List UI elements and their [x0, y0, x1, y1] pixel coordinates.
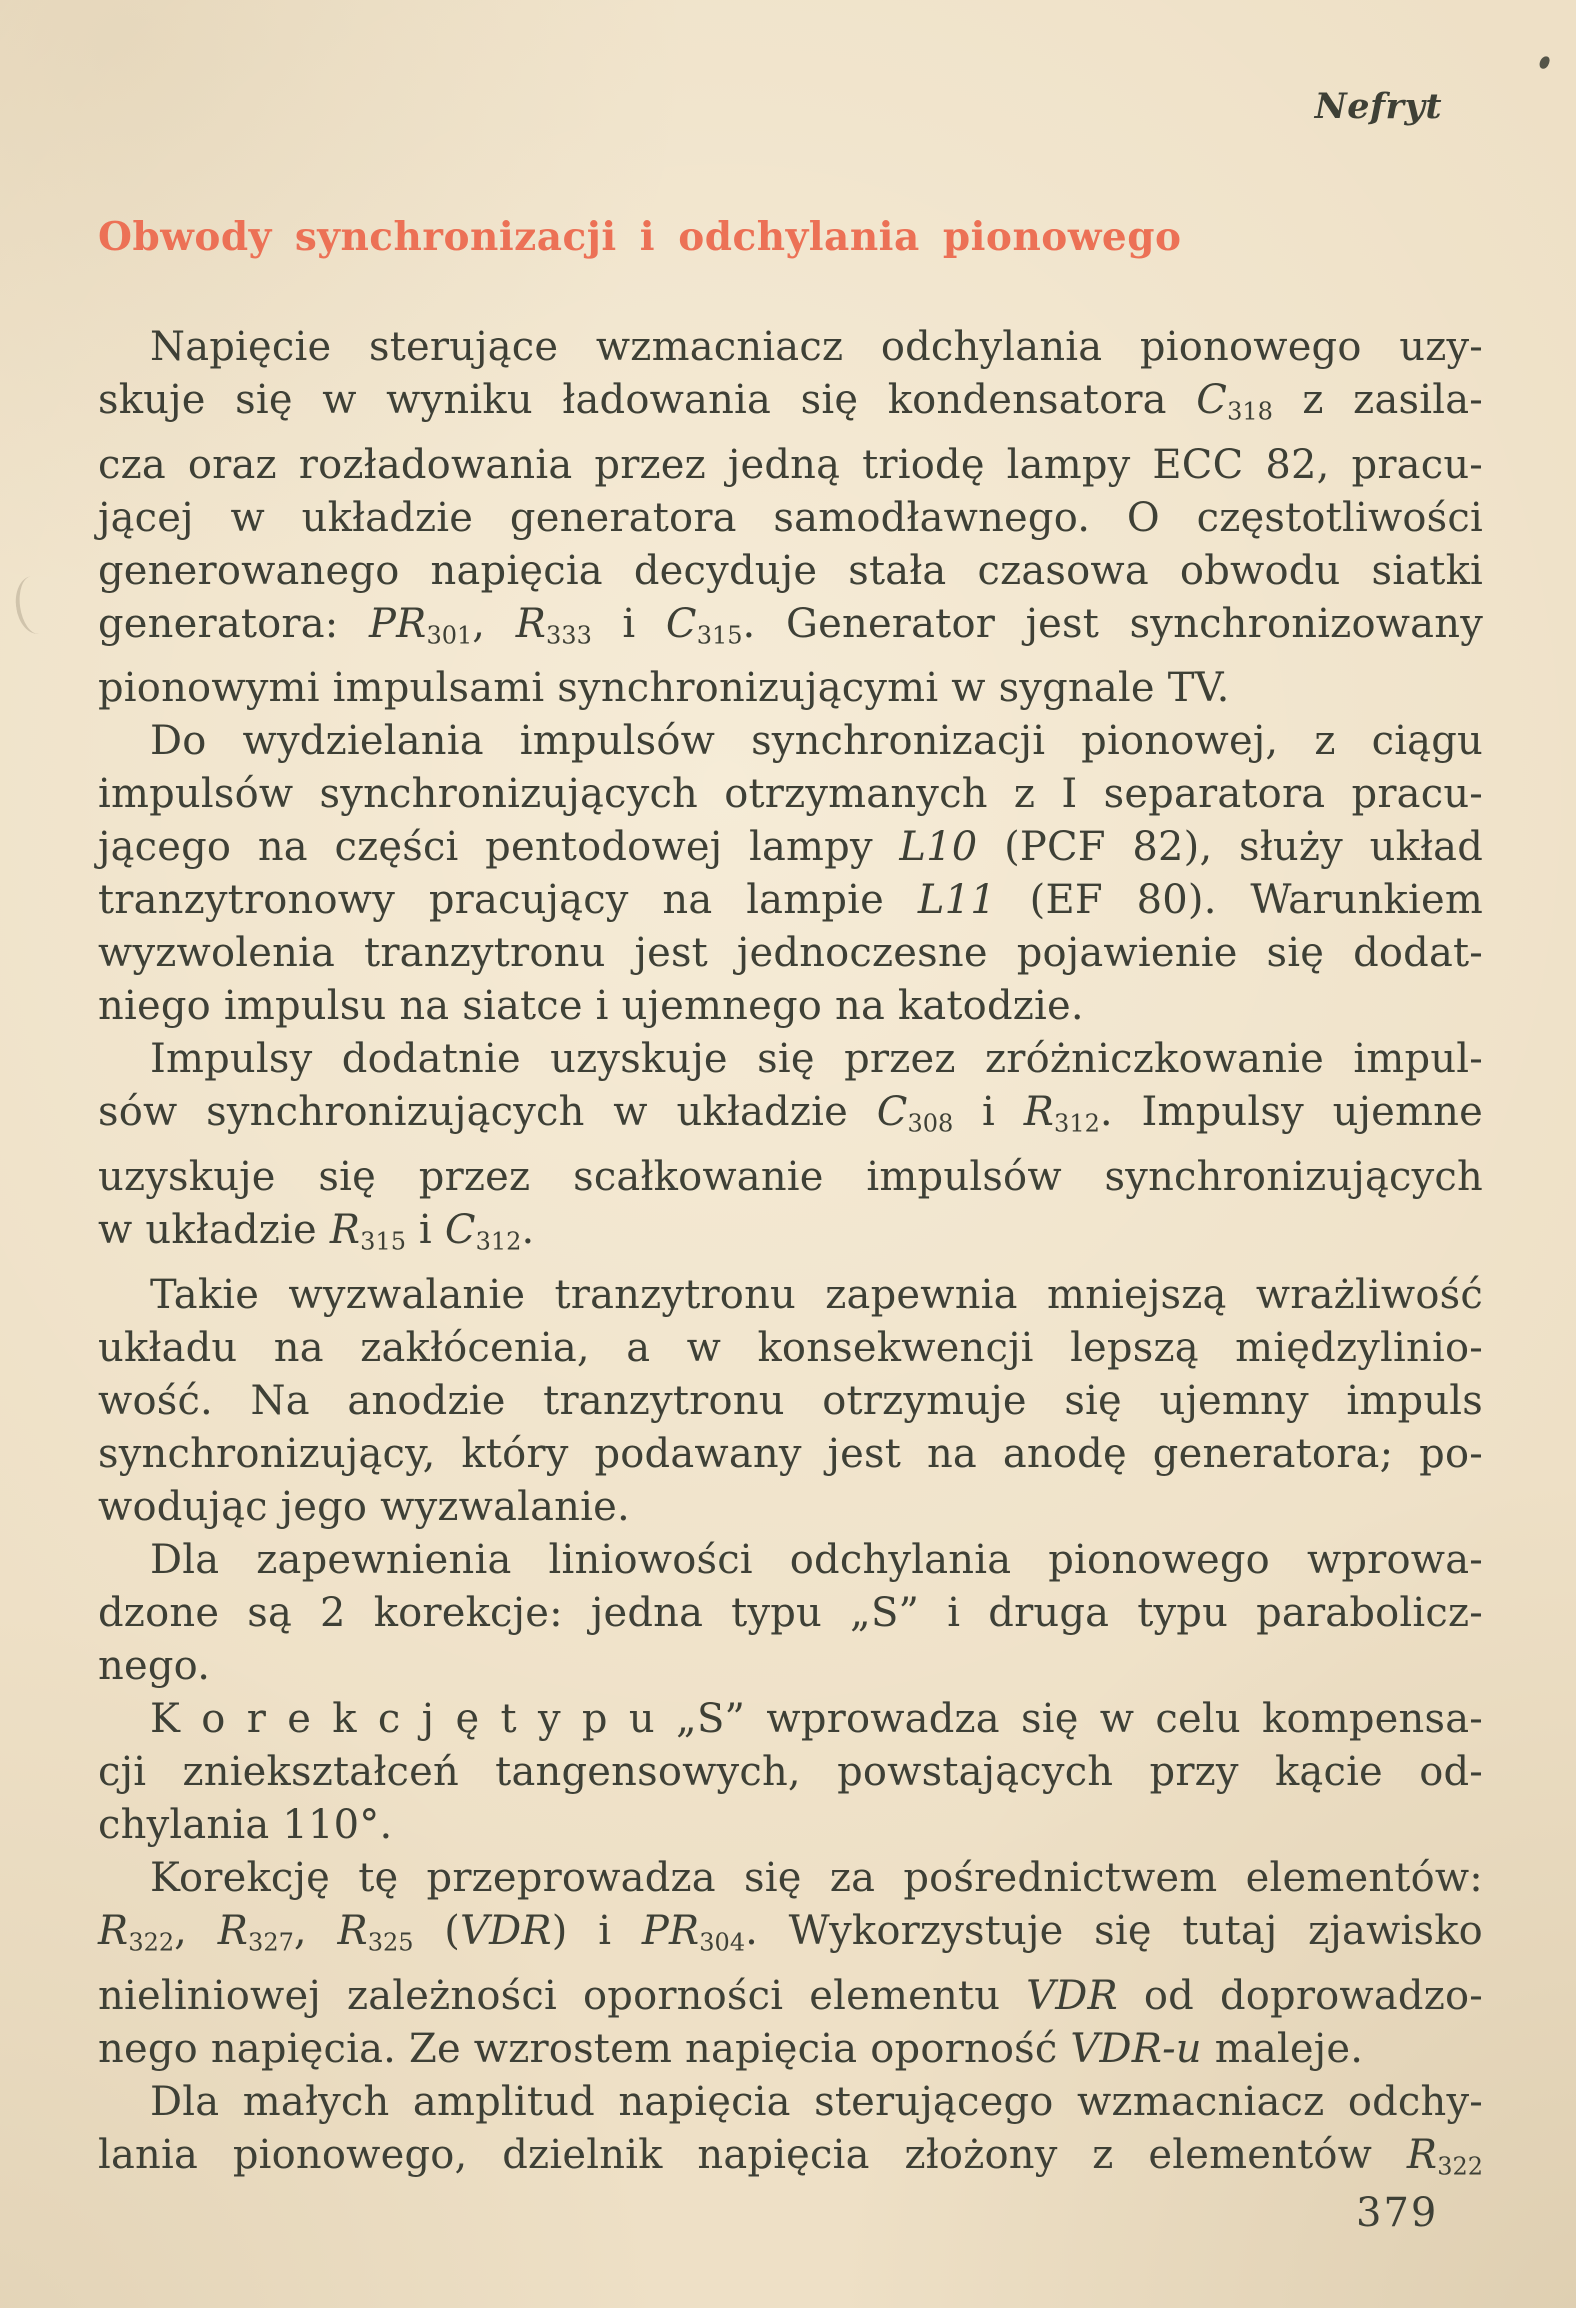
running-head: Nefryt	[1314, 86, 1442, 127]
text-line: Dla zapewnienia liniowości odchylania pionowego wprowa-	[150, 1536, 1483, 1583]
text-line: wodując jego wyzwalanie.	[98, 1483, 630, 1530]
text-line: nego napięcia. Ze wzrostem napięcia oporność VDR-u maleje.	[98, 2025, 1364, 2072]
text-line: nego.	[98, 1642, 211, 1689]
text-line: układu na zakłócenia, a w konsekwencji lepszą międzylinio-	[98, 1324, 1483, 1371]
text-line: skuje się w wyniku ładowania się kondensatora $C_{318}$ z zasila-	[98, 377, 1483, 426]
text-line: w układzie $R_{315}$ i $C_{312}$.	[98, 1207, 535, 1256]
text-line: Korekcję tę przeprowadza się za pośrednictwem elementów:	[150, 1854, 1483, 1901]
text-line: cji zniekształceń tangensowych, powstających przy kącie od-	[98, 1748, 1483, 1795]
body-text	[98, 321, 1483, 2193]
text-line: Dla małych amplitud napięcia sterującego wzmacniacz odchy-	[150, 2078, 1483, 2125]
text-line: $R_{322}$, $R_{327}$, $R_{325}$ (VDR) i $PR_{304}$. Wykorzystuje się tutaj zjawisko	[98, 1907, 1483, 1957]
text-line: generowanego napięcia decyduje stała czasowa obwodu siatki	[98, 547, 1483, 594]
text-line: dzone są 2 korekcje: jedna typu „S” i druga typu parabolicz-	[98, 1589, 1483, 1636]
text-line: Takie wyzwalanie tranzytronu zapewnia mniejszą wrażliwość	[150, 1271, 1483, 1318]
text-line: wość. Na anodzie tranzytronu otrzymuje się ujemny impuls	[98, 1377, 1483, 1424]
text-line: wyzwolenia tranzytronu jest jednoczesne pojawienie się dodat-	[98, 930, 1483, 977]
text-line: nieliniowej zależności oporności elementu VDR od doprowadzo-	[98, 1972, 1483, 2019]
text-line: synchronizujący, który podawany jest na anodę generatora; po-	[98, 1430, 1483, 1477]
text-line: Impulsy dodatnie uzyskuje się przez zróżniczkowanie impul-	[150, 1036, 1483, 1083]
margin-pencil-mark	[12, 574, 58, 637]
text-line: tranzytronowy pracujący na lampie L11 (EF 80). Warunkiem	[98, 877, 1483, 924]
text-line: K o r e k c j ę t y p u „S” wprowadza się w celu kompensa-	[150, 1695, 1483, 1742]
text-line: chylania 110°.	[98, 1801, 393, 1848]
text-line: pionowymi impulsami synchronizującymi w sygnale TV.	[98, 665, 1230, 712]
text-line: cza oraz rozładowania przez jedną triodę lampy ECC 82, pracu-	[98, 441, 1483, 488]
text-line: uzyskuje się przez scałkowanie impulsów synchronizujących	[98, 1154, 1483, 1201]
paper-speck	[1538, 55, 1551, 70]
text-line: niego impulsu na siatce i ujemnego na katodzie.	[98, 983, 1084, 1030]
text-line: impulsów synchronizujących otrzymanych z I separatora pracu-	[98, 771, 1483, 818]
section-heading: Obwody synchronizacji i odchylania pionowego	[98, 214, 1182, 260]
text-line: jącej w układzie generatora samodławnego. O częstotliwości	[98, 494, 1483, 541]
text-line: lania pionowego, dzielnik napięcia złożony z elementów $R_{322}$	[98, 2131, 1483, 2181]
text-line: generatora: $PR_{301}$, $R_{333}$ i $C_{315}$. Generator jest synchronizowany	[98, 600, 1483, 650]
text-line: Do wydzielania impulsów synchronizacji pionowej, z ciągu	[150, 718, 1483, 765]
text-line: sów synchronizujących w układzie $C_{308}$ i $R_{312}$. Impulsy ujemne	[98, 1089, 1483, 1139]
page-number: 379	[1356, 2190, 1439, 2236]
text-line: jącego na części pentodowej lampy L10 (PCF 82), służy układ	[98, 824, 1483, 871]
text-line: Napięcie sterujące wzmacniacz odchylania pionowego uzy-	[150, 324, 1483, 370]
